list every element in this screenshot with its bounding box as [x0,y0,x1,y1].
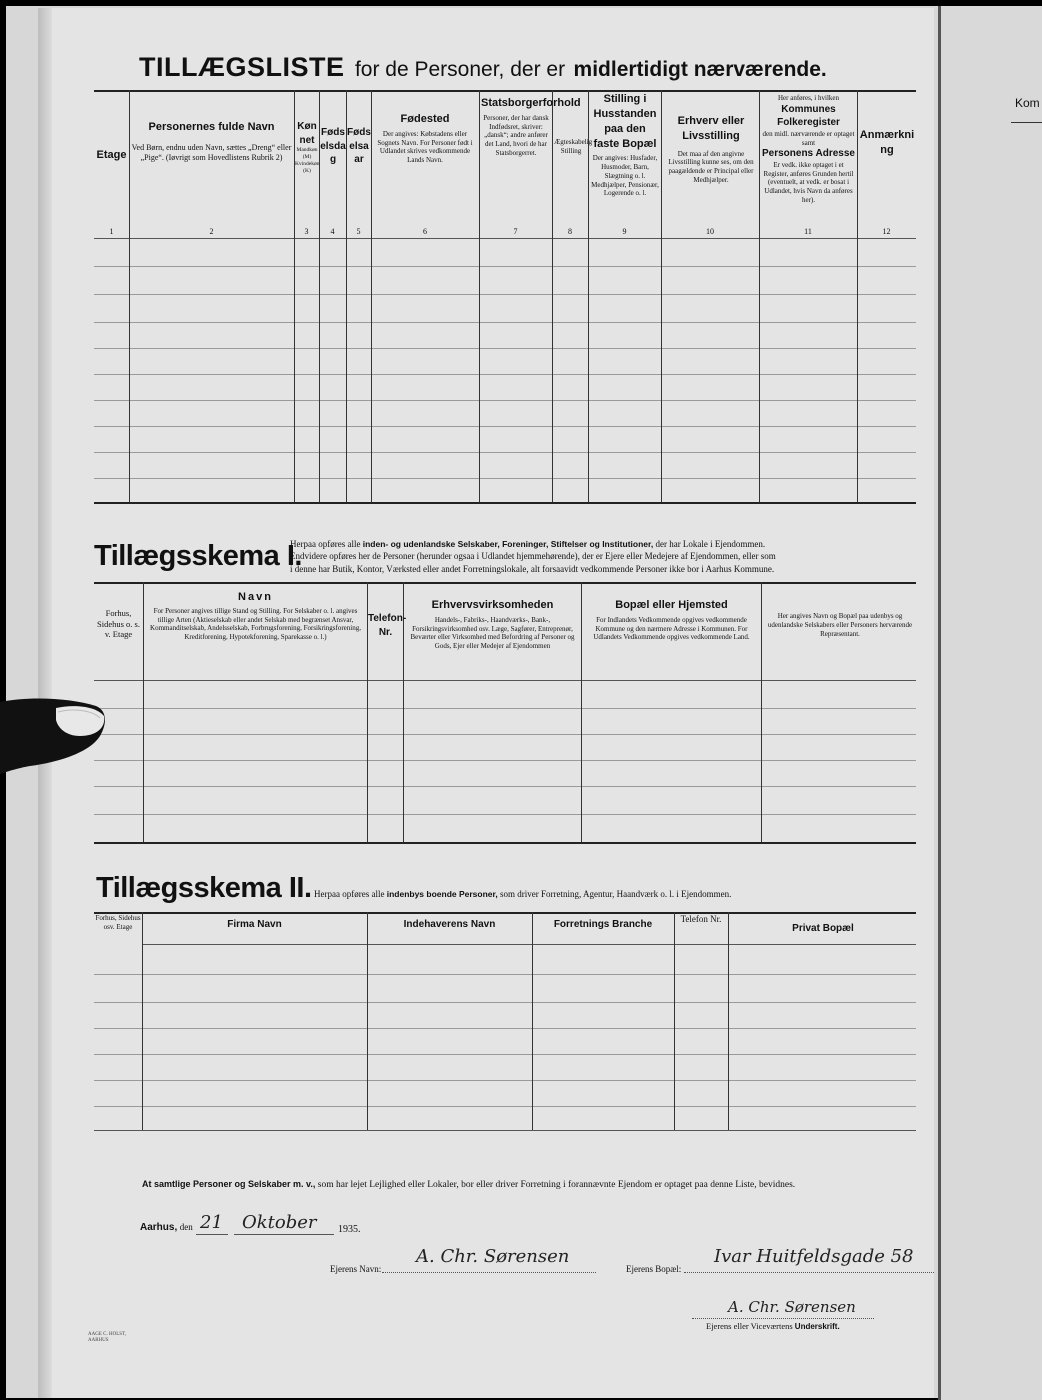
col-number: 9 [622,227,627,236]
skema2-intro: Herpaa opføres alle indenbys boende Personer, som driver Forretning, Agentur, Haandværk o. l. i Ejendommen. [314,889,732,899]
col-number: 2 [209,227,214,236]
tillaegsliste-subtitle: for de Personer, der er [354,58,566,81]
skema1-col-navn-header: Navn For Personer angives tillige Stand og Stilling. For Selskaber o. l. angives tillige Arten (Aktieselskab eller andet Selskab med begrænset Ansvar, Kommanditselskab, Andelsselskab, Forbrugsforening, Forsikringsforening, Kreditforening, Hypotekforening, Sparekasse o. l.) [150,591,361,642]
col-foedselsaar-header: Fødselsaar [347,127,371,165]
signature: A. Chr. Sørensen [728,1298,856,1316]
col-number: 11 [804,227,812,236]
skema1-col-telefon-header: Telefon-Nr. [368,613,407,638]
date-year: 1935. [338,1224,361,1235]
col-foedselsdag-header: Fødselsdag [320,127,346,165]
col-erhverv-header: Erhverv eller Livsstilling Det maa af den angivne Livsstilling kunne ses, om den paagældende er Principal eller Medhjælper. [668,115,754,184]
skema1-intro: Herpaa opføres alle inden- og udenlandske Selskaber, Foreninger, Stiftelser og Institutioner, der har Lokale i Ejendommen. Endvidere opføres her de Personer (herunder ogsaa i Udlandet hjemmehørende), der er Ejere eller Medejere af Ejendommen, eller som i denne har Butik, Kontor, Værksted eller andet Forretningslokale, alt forsaavidt vedkommende Personer ikke bor i Aarhus Kommune. [290,539,776,574]
col-number: 8 [568,227,572,236]
skema2-col-telefon-header: Telefon Nr. [680,914,722,924]
form-page [38,8,934,1398]
certification-text: At samtlige Personer og Selskaber m. v., som har lejet Lejlighed eller Lokaler, bor eller driver Forretning i forannævnte Ejendom er optaget paa denne Liste, bevidnes. [142,1179,796,1190]
col-etage-header: Etage [96,149,127,161]
col-number: 6 [423,227,427,236]
printer-mark: AAGE C. HOLST, AARHUS [88,1332,126,1343]
tillaegsliste-title: TILLÆGSLISTE [139,52,345,82]
skema1-col-repraesentant-header: Her angives Navn og Bopæl paa udenbys og udenlandske Selskabers eller Personers herværende Repræsentant. [767,612,913,638]
col-stilling-header: Stilling i Husstanden paa den faste Bopæl Der angives: Husfader, Husmoder, Barn, Slægtning o. l. Medhjælper, Pensionær, Logerende o. l. [591,93,659,198]
skema1-col-bopael-header: Bopæl eller Hjemsted For Indlandets Vedkommende opgives vedkommende Kommune og den nærmere Adresse i Kommunen. For Udlandets Vedkommende opgives vedkommende Land. [593,599,750,642]
skema1-title: Tillægsskema I. [94,540,302,572]
col-number: 5 [356,227,361,236]
col-statsborger-header: Statsborgerforhold Personer, der har dansk Indfødsret, skriver: „dansk“; andre anfører det Land, hvori de har Statsborgerret. [481,97,581,157]
skema1-col-etage-header: Forhus, Sidehus o. s. v. Etage [97,608,140,640]
tillaegsliste-subtitle-bold: midlertidigt nærværende. [573,58,827,81]
owner-address-label: Ejerens Bopæl: [626,1264,682,1274]
skema1-col-erhverv-header: Erhvervsvirksomheden Handels-, Fabriks-, Haandværks-, Bank-, Forsikringsvirksomhed osv. Læge, Sagfører, Entreprenør, Beværter eller Virksomhed med Befordring af Personer og Gods, Ejer eller Medejer af Ejendommen [410,599,575,651]
col-navn-header: Personernes fulde Navn Ved Børn, endnu uden Navn, sættes „Dreng“ eller „Pige“. (Iøvrigt som Hovedlistens Rubrik 2) [131,121,292,162]
skema2-title: Tillægsskema II. [96,872,312,904]
owner-name-label: Ejerens Navn: [330,1264,382,1274]
col-foedested-header: Fødested Der angives: Købstadens eller Sognets Navn. For Personer født i Udlandet skrives vedkommende Lands Navn. [377,113,473,165]
col-number: 4 [330,227,335,236]
date-day: 21 [200,1212,223,1233]
place-date-line: Aarhus, den [140,1222,193,1233]
col-aegteskab-header: Ægteskabelig Stilling [554,138,593,155]
facing-page [938,6,1042,1400]
signature-label: Ejerens eller Viceværtens Underskrift. [706,1321,840,1331]
owner-name: A. Chr. Sørensen [416,1246,570,1267]
col-number: 10 [706,227,714,236]
skema2-col-indehaver-header: Indehaverens Navn [403,919,496,930]
col-number: 7 [513,227,518,236]
owner-address: Ivar Huitfeldsgade 58 [714,1246,914,1267]
skema2-col-branche-header: Forretnings Branche [553,919,653,930]
facing-page-text: Kom [1015,96,1040,110]
tillaegsliste-heading [139,52,827,83]
col-number: 1 [109,227,114,236]
skema2-col-etage-header: Forhus, Sidehus osv. Etage [95,914,141,931]
col-koen-header: Kønnet Mandkøn (M) Kvindekøn (K) [295,121,320,174]
date-month: Oktober [242,1212,317,1233]
col-number: 12 [882,227,891,236]
col-number: 3 [304,227,309,236]
finger-image [0,692,110,782]
col-anmaerkning-header: Anmærkning [859,129,915,156]
skema2-col-firma-header: Firma Navn [227,919,282,930]
col-folkeregister-header: Her anføres, i hvilken Kommunes Folkeregister den midl. nærværende er optaget samt Personens Adresse Er vedk. ikke optaget i et Register, anføres Grunden hertil (eventuelt, at vedk. er bosat i Udlandet, hvis Navn da anføres her). [761,94,855,204]
skema2-col-privat-header: Privat Bopæl [792,923,854,934]
